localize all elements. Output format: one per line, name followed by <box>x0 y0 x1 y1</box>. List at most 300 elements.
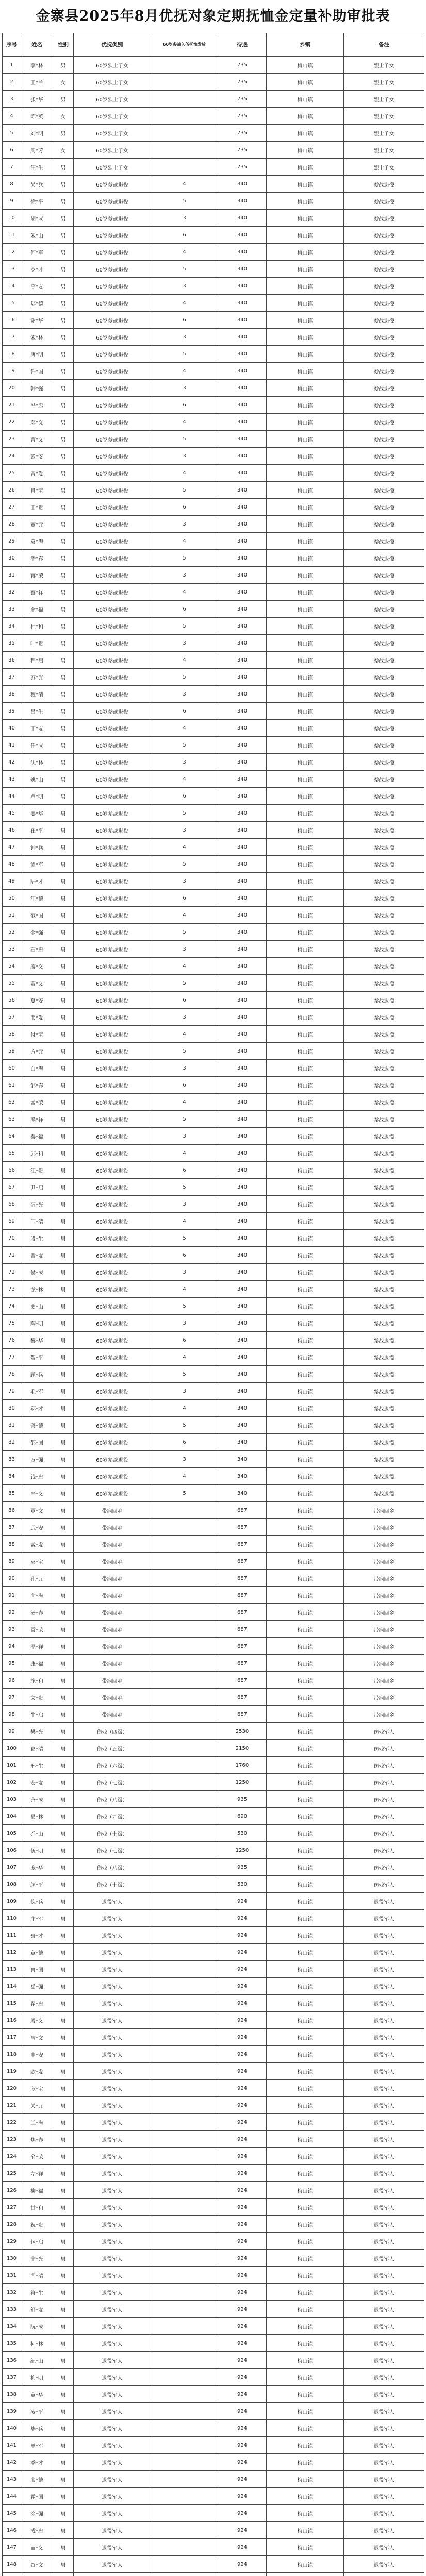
table-row <box>3 2505 424 2522</box>
cell-combat-service: 4 <box>151 771 218 788</box>
cell-remark: 退役军人 <box>344 2420 424 2437</box>
cell-township: 梅山镇 <box>267 822 344 839</box>
cell-index: 22 <box>3 414 21 431</box>
cell-gender: 男 <box>53 822 74 839</box>
cell-gender: 男 <box>53 1417 74 1434</box>
cell-remark: 参战退役 <box>344 278 424 295</box>
cell-category: 60岁参战退役 <box>74 601 151 618</box>
cell-township: 梅山镇 <box>267 125 344 142</box>
cell-name: 符*生 <box>21 2284 53 2301</box>
cell-name: 张*华 <box>21 91 53 108</box>
table-row <box>3 1196 424 1213</box>
cell-remark: 退役军人 <box>344 1961 424 1978</box>
cell-combat-service: 6 <box>151 1332 218 1349</box>
cell-combat-service <box>151 1825 218 1842</box>
col-header-gender: 性别 <box>53 33 74 57</box>
cell-remark: 参战退役 <box>344 1485 424 1502</box>
cell-combat-service: 6 <box>151 1077 218 1094</box>
cell-category: 带病回乡 <box>74 1621 151 1638</box>
cell-category: 伤残（五级） <box>74 1740 151 1757</box>
cell-gender: 男 <box>53 907 74 924</box>
cell-remark: 退役军人 <box>344 2046 424 2063</box>
cell-amount: 340 <box>218 1145 267 1162</box>
cell-remark: 参战退役 <box>344 210 424 227</box>
table-row <box>3 1213 424 1230</box>
cell-remark: 退役军人 <box>344 2488 424 2505</box>
cell-combat-service <box>151 2522 218 2539</box>
cell-gender: 男 <box>53 2454 74 2471</box>
cell-category: 60岁参战退役 <box>74 924 151 941</box>
table-row <box>3 890 424 907</box>
cell-remark: 参战退役 <box>344 635 424 652</box>
cell-combat-service <box>151 2097 218 2114</box>
cell-index: 96 <box>3 1672 21 1689</box>
cell-township: 梅山镇 <box>267 1264 344 1281</box>
cell-remark: 退役军人 <box>344 2471 424 2488</box>
cell-remark: 伤残军人 <box>344 1723 424 1740</box>
cell-category: 60岁参战退役 <box>74 329 151 346</box>
cell-name: 毛*军 <box>21 1383 53 1400</box>
cell-remark: 退役军人 <box>344 2301 424 2318</box>
cell-township: 梅山镇 <box>267 635 344 652</box>
cell-gender: 男 <box>53 1009 74 1026</box>
cell-combat-service <box>151 2573 218 2576</box>
cell-combat-service: 4 <box>151 720 218 737</box>
cell-gender: 男 <box>53 1978 74 1995</box>
cell-index: 111 <box>3 1927 21 1944</box>
cell-combat-service <box>151 2556 218 2573</box>
cell-amount: 924 <box>218 1893 267 1910</box>
cell-combat-service <box>151 2386 218 2403</box>
cell-remark: 参战退役 <box>344 1315 424 1332</box>
cell-category: 退役军人 <box>74 2233 151 2250</box>
cell-name: 廖*义 <box>21 958 53 975</box>
cell-amount: 340 <box>218 1451 267 1468</box>
cell-gender: 男 <box>53 771 74 788</box>
cell-amount: 924 <box>218 2216 267 2233</box>
cell-index: 119 <box>3 2063 21 2080</box>
cell-township: 梅山镇 <box>267 550 344 567</box>
cell-amount: 340 <box>218 1247 267 1264</box>
cell-combat-service: 5 <box>151 1111 218 1128</box>
table-row <box>3 1859 424 1876</box>
cell-remark: 带病回乡 <box>344 1604 424 1621</box>
cell-remark: 参战退役 <box>344 1077 424 1094</box>
cell-gender: 男 <box>53 1400 74 1417</box>
cell-name: 严*义 <box>21 1485 53 1502</box>
cell-name: 俞*荣 <box>21 2148 53 2165</box>
cell-index: 39 <box>3 703 21 720</box>
table-row <box>3 1094 424 1111</box>
table-row <box>3 2420 424 2437</box>
cell-remark: 烈士子女 <box>344 159 424 176</box>
table-row <box>3 1247 424 1264</box>
cell-remark: 参战退役 <box>344 1230 424 1247</box>
cell-name: 顾*兵 <box>21 1366 53 1383</box>
cell-remark: 烈士子女 <box>344 57 424 74</box>
cell-category: 60岁参战退役 <box>74 1077 151 1094</box>
cell-combat-service <box>151 1995 218 2012</box>
cell-gender: 男 <box>53 1111 74 1128</box>
cell-amount: 340 <box>218 805 267 822</box>
cell-category: 带病回乡 <box>74 1672 151 1689</box>
cell-gender: 男 <box>53 2539 74 2556</box>
cell-amount: 340 <box>218 210 267 227</box>
table-row <box>3 1060 424 1077</box>
cell-category: 退役军人 <box>74 2556 151 2573</box>
cell-combat-service <box>151 125 218 142</box>
cell-category: 60岁参战退役 <box>74 346 151 363</box>
cell-index: 75 <box>3 1315 21 1332</box>
table-row <box>3 1077 424 1094</box>
cell-remark: 参战退役 <box>344 431 424 448</box>
cell-gender: 男 <box>53 1825 74 1842</box>
cell-category: 退役军人 <box>74 1944 151 1961</box>
cell-index: 81 <box>3 1417 21 1434</box>
cell-gender: 男 <box>53 1859 74 1876</box>
cell-category: 60岁参战退役 <box>74 1094 151 1111</box>
cell-combat-service <box>151 1774 218 1791</box>
cell-township: 梅山镇 <box>267 2488 344 2505</box>
cell-gender: 男 <box>53 261 74 278</box>
cell-remark: 参战退役 <box>344 1332 424 1349</box>
cell-gender: 男 <box>53 227 74 244</box>
cell-combat-service: 5 <box>151 550 218 567</box>
table-row <box>3 210 424 227</box>
cell-remark: 参战退役 <box>344 1366 424 1383</box>
cell-category: 60岁参战退役 <box>74 414 151 431</box>
cell-amount: 687 <box>218 1502 267 1519</box>
cell-category: 退役军人 <box>74 1910 151 1927</box>
cell-township: 梅山镇 <box>267 448 344 465</box>
cell-gender: 男 <box>53 1689 74 1706</box>
cell-index: 94 <box>3 1638 21 1655</box>
cell-remark: 带病回乡 <box>344 1570 424 1587</box>
cell-category: 伤残（七级） <box>74 1774 151 1791</box>
table-row <box>3 482 424 499</box>
cell-category: 60岁参战退役 <box>74 1383 151 1400</box>
cell-remark: 参战退役 <box>344 295 424 312</box>
cell-category: 退役军人 <box>74 2318 151 2335</box>
cell-index <box>3 2573 21 2576</box>
cell-index: 134 <box>3 2318 21 2335</box>
table-row <box>3 312 424 329</box>
cell-gender: 男 <box>53 1179 74 1196</box>
cell-category: 60岁参战退役 <box>74 1485 151 1502</box>
cell-combat-service: 5 <box>151 1417 218 1434</box>
cell-gender: 男 <box>53 1196 74 1213</box>
cell-gender: 男 <box>53 1162 74 1179</box>
cell-category: 60岁参战退役 <box>74 822 151 839</box>
cell-category: 退役军人 <box>74 2097 151 2114</box>
cell-category: 60岁参战退役 <box>74 1298 151 1315</box>
cell-category: 退役军人 <box>74 2046 151 2063</box>
table-row <box>3 1468 424 1485</box>
table-row <box>3 414 424 431</box>
cell-name: 王*兰 <box>21 74 53 91</box>
cell-name: 夏*安 <box>21 992 53 1009</box>
cell-index: 131 <box>3 2267 21 2284</box>
cell-category: 60岁参战退役 <box>74 278 151 295</box>
cell-index: 16 <box>3 312 21 329</box>
cell-township: 梅山镇 <box>267 431 344 448</box>
cell-name: 董*元 <box>21 516 53 533</box>
cell-name: 雷*友 <box>21 1247 53 1264</box>
cell-name: 邵*国 <box>21 1434 53 1451</box>
cell-combat-service <box>151 2199 218 2216</box>
cell-township: 梅山镇 <box>267 465 344 482</box>
cell-amount: 735 <box>218 142 267 159</box>
cell-index: 105 <box>3 1825 21 1842</box>
cell-combat-service: 4 <box>151 1026 218 1043</box>
cell-index: 132 <box>3 2284 21 2301</box>
col-header-category: 优抚类别 <box>74 33 151 57</box>
cell-gender: 男 <box>53 159 74 176</box>
cell-township: 梅山镇 <box>267 601 344 618</box>
cell-remark: 退役军人 <box>344 2199 424 2216</box>
table-row <box>3 2216 424 2233</box>
cell-gender: 男 <box>53 1519 74 1536</box>
cell-combat-service <box>151 2437 218 2454</box>
cell-name: 卢*明 <box>21 788 53 805</box>
cell-amount: 687 <box>218 1553 267 1570</box>
cell-township: 梅山镇 <box>267 1876 344 1893</box>
cell-name: 金*强 <box>21 924 53 941</box>
table-row <box>3 2165 424 2182</box>
cell-amount: 340 <box>218 1298 267 1315</box>
cell-category: 60岁烈士子女 <box>74 159 151 176</box>
cell-amount: 340 <box>218 465 267 482</box>
cell-amount: 340 <box>218 1128 267 1145</box>
cell-amount: 340 <box>218 686 267 703</box>
cell-index: 140 <box>3 2420 21 2437</box>
cell-combat-service: 4 <box>151 958 218 975</box>
cell-amount: 340 <box>218 737 267 754</box>
cell-township: 梅山镇 <box>267 924 344 941</box>
cell-name: 范*国 <box>21 907 53 924</box>
cell-name: 陶*明 <box>21 1315 53 1332</box>
cell-township: 梅山镇 <box>267 210 344 227</box>
cell-combat-service: 3 <box>151 1451 218 1468</box>
table-row <box>3 2080 424 2097</box>
cell-gender: 男 <box>53 397 74 414</box>
cell-amount: 340 <box>218 1026 267 1043</box>
cell-gender: 男 <box>53 91 74 108</box>
cell-township: 梅山镇 <box>267 1638 344 1655</box>
cell-gender: 男 <box>53 856 74 873</box>
cell-index: 128 <box>3 2216 21 2233</box>
table-row <box>3 159 424 176</box>
col-header-remark: 备注 <box>344 33 424 57</box>
cell-index: 17 <box>3 329 21 346</box>
table-row <box>3 2199 424 2216</box>
cell-remark: 参战退役 <box>344 703 424 720</box>
cell-gender: 男 <box>53 2403 74 2420</box>
table-row <box>3 2437 424 2454</box>
cell-combat-service: 5 <box>151 856 218 873</box>
col-header-amount: 待遇 <box>218 33 267 57</box>
cell-name: 丁*友 <box>21 720 53 737</box>
cell-combat-service: 3 <box>151 567 218 584</box>
cell-category: 退役军人 <box>74 2301 151 2318</box>
cell-township: 梅山镇 <box>267 2199 344 2216</box>
cell-index: 135 <box>3 2335 21 2352</box>
cell-amount: 687 <box>218 1638 267 1655</box>
cell-township: 梅山镇 <box>267 2131 344 2148</box>
cell-remark: 退役军人 <box>344 2012 424 2029</box>
table-row <box>3 1638 424 1655</box>
cell-name: 苏*光 <box>21 669 53 686</box>
cell-gender: 男 <box>53 1349 74 1366</box>
cell-name: 关*元 <box>21 2097 53 2114</box>
table-row <box>3 108 424 125</box>
cell-township: 梅山镇 <box>267 1026 344 1043</box>
cell-index: 14 <box>3 278 21 295</box>
cell-remark: 参战退役 <box>344 363 424 380</box>
cell-remark: 参战退役 <box>344 958 424 975</box>
cell-remark: 带病回乡 <box>344 1553 424 1570</box>
cell-township: 梅山镇 <box>267 176 344 193</box>
cell-township: 梅山镇 <box>267 2522 344 2539</box>
cell-name: 肖*宝 <box>21 482 53 499</box>
cell-category: 退役军人 <box>74 1961 151 1978</box>
cell-gender: 男 <box>53 1672 74 1689</box>
cell-category: 退役军人 <box>74 2080 151 2097</box>
table-row <box>3 1808 424 1825</box>
cell-name: 李*林 <box>21 57 53 74</box>
table-row <box>3 550 424 567</box>
cell-category: 伤残（八级） <box>74 1791 151 1808</box>
cell-index: 52 <box>3 924 21 941</box>
cell-township: 梅山镇 <box>267 2165 344 2182</box>
cell-category: 60岁参战退役 <box>74 482 151 499</box>
cell-name: 唐*明 <box>21 346 53 363</box>
cell-amount: 340 <box>218 1417 267 1434</box>
cell-amount: 340 <box>218 1094 267 1111</box>
cell-gender: 男 <box>53 2318 74 2335</box>
cell-township: 梅山镇 <box>267 669 344 686</box>
cell-category: 60岁参战退役 <box>74 958 151 975</box>
header-row <box>3 33 424 57</box>
cell-combat-service <box>151 1808 218 1825</box>
cell-township: 梅山镇 <box>267 2386 344 2403</box>
cell-name: 齐*成 <box>21 1791 53 1808</box>
table-row <box>3 533 424 550</box>
cell-category: 60岁参战退役 <box>74 550 151 567</box>
cell-index: 103 <box>3 1791 21 1808</box>
cell-remark: 退役军人 <box>344 2131 424 2148</box>
cell-remark: 参战退役 <box>344 652 424 669</box>
cell-township: 梅山镇 <box>267 1434 344 1451</box>
cell-amount: 924 <box>218 1927 267 1944</box>
cell-gender: 男 <box>53 2267 74 2284</box>
cell-amount: 924 <box>218 2318 267 2335</box>
cell-name: 欧*发 <box>21 2063 53 2080</box>
cell-name: 徐*平 <box>21 193 53 210</box>
cell-combat-service <box>151 1536 218 1553</box>
cell-category: 退役军人 <box>74 2505 151 2522</box>
cell-amount: 340 <box>218 397 267 414</box>
table-row <box>3 2012 424 2029</box>
cell-index: 85 <box>3 1485 21 1502</box>
cell-name: 罗*才 <box>21 261 53 278</box>
cell-gender: 男 <box>53 1468 74 1485</box>
cell-name: 陆*才 <box>21 873 53 890</box>
cell-name: 任*成 <box>21 737 53 754</box>
cell-combat-service <box>151 1519 218 1536</box>
cell-amount: 340 <box>218 958 267 975</box>
cell-amount: 924 <box>218 2369 267 2386</box>
cell-remark: 退役军人 <box>344 2250 424 2267</box>
cell-township: 梅山镇 <box>267 1978 344 1995</box>
cell-remark: 参战退役 <box>344 1434 424 1451</box>
cell-index: 129 <box>3 2233 21 2250</box>
cell-township: 梅山镇 <box>267 2471 344 2488</box>
cell-combat-service: 5 <box>151 482 218 499</box>
cell-remark: 参战退役 <box>344 873 424 890</box>
cell-amount: 924 <box>218 2522 267 2539</box>
cell-index: 59 <box>3 1043 21 1060</box>
cell-township: 梅山镇 <box>267 1281 344 1298</box>
cell-category: 60岁参战退役 <box>74 1247 151 1264</box>
cell-gender: 男 <box>53 1655 74 1672</box>
cell-gender: 男 <box>53 941 74 958</box>
cell-amount: 340 <box>218 346 267 363</box>
cell-remark: 参战退役 <box>344 1196 424 1213</box>
table-row <box>3 142 424 159</box>
cell-combat-service <box>151 1859 218 1876</box>
cell-gender: 男 <box>53 1944 74 1961</box>
table-row <box>3 2063 424 2080</box>
cell-index: 23 <box>3 431 21 448</box>
cell-category: 带病回乡 <box>74 1638 151 1655</box>
cell-name: 袁*海 <box>21 533 53 550</box>
cell-gender: 男 <box>53 2352 74 2369</box>
cell-township: 梅山镇 <box>267 2148 344 2165</box>
cell-remark: 退役军人 <box>344 1893 424 1910</box>
cell-name: 庄*军 <box>21 1910 53 1927</box>
table-row <box>3 1961 424 1978</box>
cell-index: 42 <box>3 754 21 771</box>
table-row <box>3 1825 424 1842</box>
cell-combat-service <box>151 2012 218 2029</box>
cell-index: 21 <box>3 397 21 414</box>
cell-amount: 340 <box>218 1281 267 1298</box>
table-row <box>3 1876 424 1893</box>
cell-gender: 男 <box>53 176 74 193</box>
cell-amount: 340 <box>218 550 267 567</box>
cell-index: 139 <box>3 2403 21 2420</box>
cell-amount: 340 <box>218 1230 267 1247</box>
cell-township: 梅山镇 <box>267 1298 344 1315</box>
cell-name: 葛*清 <box>21 1740 53 1757</box>
cell-index: 133 <box>3 2301 21 2318</box>
cell-township: 梅山镇 <box>267 1689 344 1706</box>
cell-township: 梅山镇 <box>267 91 344 108</box>
cell-category: 退役军人 <box>74 2352 151 2369</box>
cell-gender: 女 <box>53 74 74 91</box>
document-title: 金寨县2025年8月优抚对象定期抚恤金定量补助审批表 <box>36 8 390 24</box>
cell-gender: 男 <box>53 1264 74 1281</box>
cell-township: 梅山镇 <box>267 1723 344 1740</box>
cell-remark: 参战退役 <box>344 805 424 822</box>
table-row <box>3 2403 424 2420</box>
cell-combat-service: 4 <box>151 295 218 312</box>
cell-index: 143 <box>3 2471 21 2488</box>
cell-category: 60岁参战退役 <box>74 261 151 278</box>
cell-index: 44 <box>3 788 21 805</box>
cell-remark: 参战退役 <box>344 380 424 397</box>
